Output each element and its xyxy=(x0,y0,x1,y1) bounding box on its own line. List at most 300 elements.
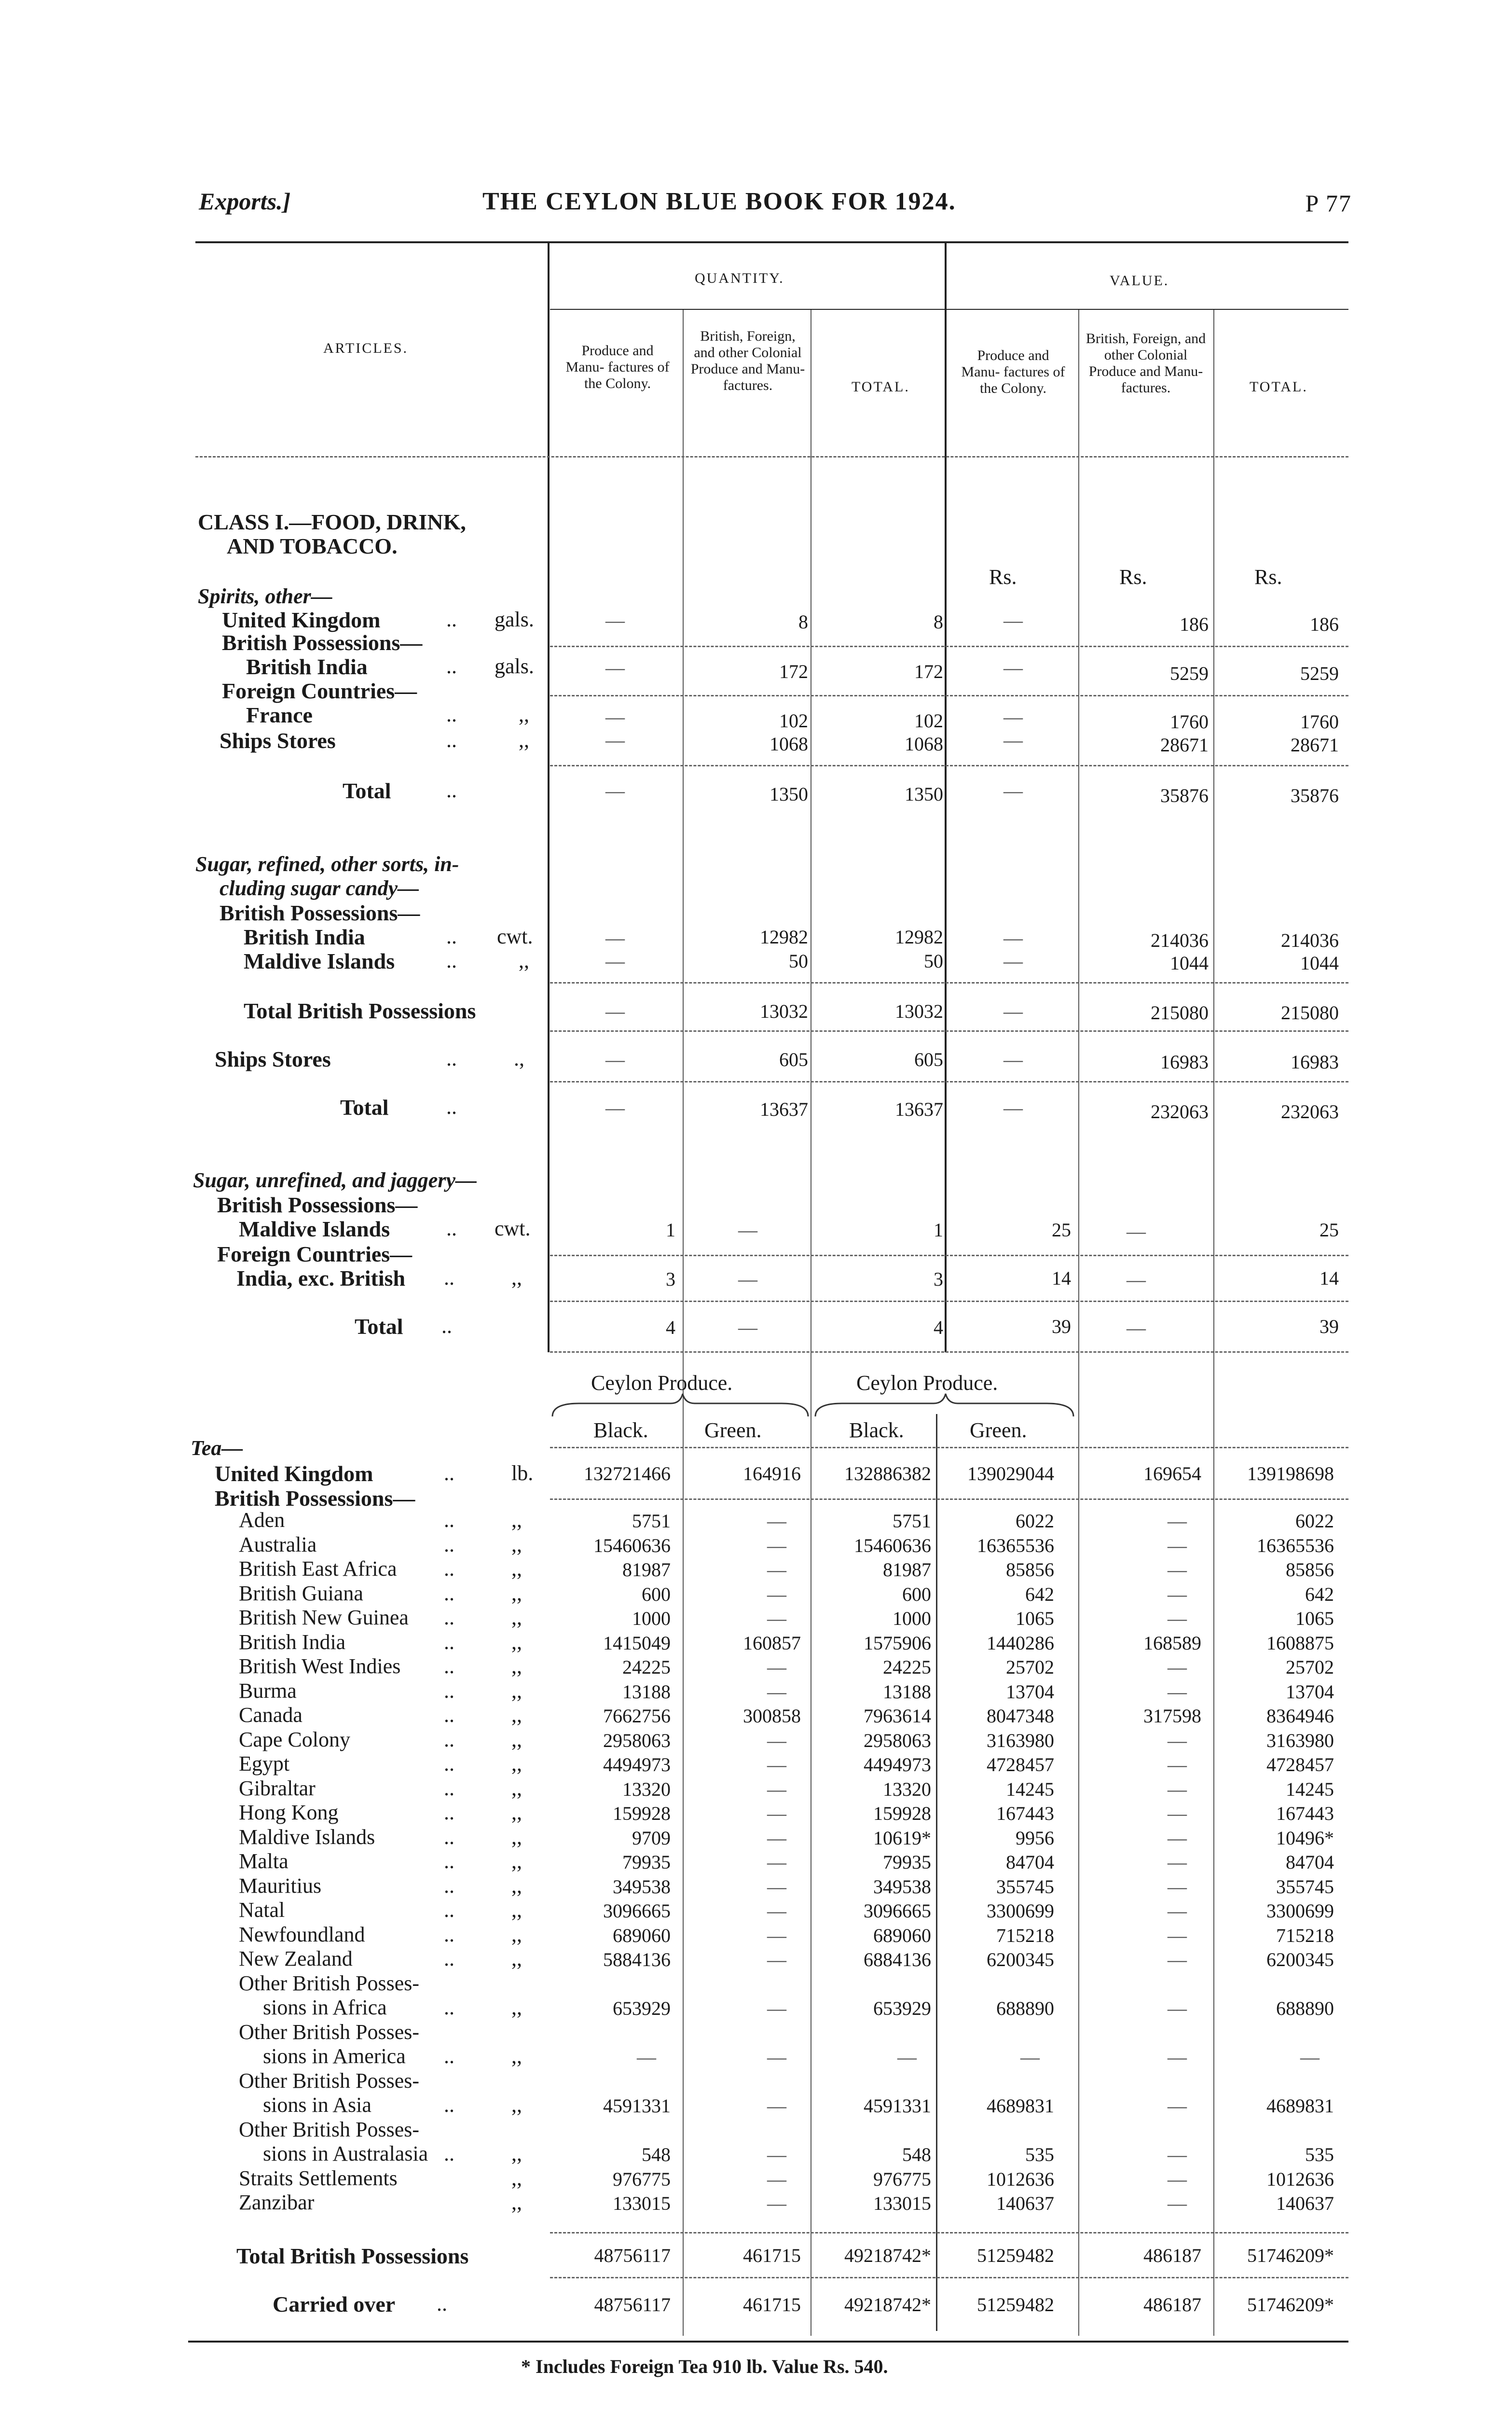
dots: .. xyxy=(444,1606,454,1629)
row-rule xyxy=(550,1498,1348,1500)
subheading: Foreign Countries— xyxy=(222,679,417,703)
row-label: New Zealand xyxy=(239,1947,353,1970)
cell-q3: 13032 xyxy=(895,1000,943,1022)
dots: .. xyxy=(444,1947,454,1970)
cell-c4: 6200345 xyxy=(987,1949,1054,1970)
cell-q2: 1350 xyxy=(770,783,808,805)
subheading: British Possessions— xyxy=(217,1193,418,1217)
row-label: sions in Africa xyxy=(263,1996,387,2019)
cell-c3: 13188 xyxy=(883,1680,931,1703)
row-unit-ditto: ,, xyxy=(511,1922,522,1946)
cell-c5: — xyxy=(1168,2144,1187,2165)
cell-c5: — xyxy=(1168,1754,1187,1775)
cell-c3: 3096665 xyxy=(864,1900,931,1922)
col-q-total: TOTAL. xyxy=(852,379,910,395)
cell-c3: 49218742* xyxy=(844,2245,931,2266)
cell-c4: 1012636 xyxy=(987,2168,1054,2190)
row-unit-ditto: ,, xyxy=(511,2191,522,2214)
cell-c3: 133015 xyxy=(873,2192,931,2214)
ceylon-produce-brace-2 xyxy=(813,1390,1076,1419)
cell-c6: 85856 xyxy=(1286,1559,1334,1581)
cell-c3: 4591331 xyxy=(864,2095,931,2117)
cell-c4: 535 xyxy=(1025,2144,1054,2165)
row-unit-ditto: ,, xyxy=(511,1776,522,1800)
dots: .. xyxy=(437,2292,447,2316)
row-label: Total xyxy=(355,1314,403,1339)
row-rule xyxy=(550,982,1348,984)
cell-q3: 13637 xyxy=(895,1098,943,1120)
cell-c4: 167443 xyxy=(996,1803,1054,1824)
row-label: British India xyxy=(239,1630,346,1654)
cell-q1: — xyxy=(605,950,625,972)
row-label: Mauritius xyxy=(239,1873,322,1898)
row-rule xyxy=(550,1255,1348,1256)
dots: .. xyxy=(446,728,457,752)
cell-q1: 1 xyxy=(666,1219,675,1241)
cell-q3: 50 xyxy=(924,950,943,972)
row-label: Hong Kong xyxy=(239,1801,339,1824)
row-rule xyxy=(550,2232,1348,2233)
cell-q1: — xyxy=(605,657,625,679)
green-label-2: Green. xyxy=(970,1418,1027,1442)
cell-c6: 167443 xyxy=(1276,1803,1334,1824)
row-label: Aden xyxy=(239,1508,285,1532)
dots: .. xyxy=(444,1727,454,1751)
cell-c1: 349538 xyxy=(613,1875,671,1898)
cell-c3: 7963614 xyxy=(864,1705,931,1727)
cell-c3: 81987 xyxy=(883,1559,931,1581)
articles-header: ARTICLES. xyxy=(323,340,409,356)
cell-v1: — xyxy=(1003,1097,1023,1119)
cell-v3: 215080 xyxy=(1281,1002,1339,1024)
row-rule xyxy=(550,765,1348,766)
row-label: Straits Settlements xyxy=(239,2166,398,2190)
cell-v3: 5259 xyxy=(1300,663,1339,684)
row-unit-ditto: ,, xyxy=(511,2093,522,2117)
cell-c1: 1415049 xyxy=(603,1632,671,1654)
cell-c4: 9956 xyxy=(1016,1827,1054,1849)
cell-c4: 642 xyxy=(1025,1583,1054,1605)
row-rule xyxy=(550,1447,1348,1448)
cell-c2: — xyxy=(767,1510,786,1532)
cell-c6: 13704 xyxy=(1286,1680,1334,1703)
row-unit-ditto: ,, xyxy=(511,1606,522,1629)
cell-c1: 5884136 xyxy=(603,1949,671,1970)
cell-q3: 1350 xyxy=(905,783,943,805)
cell-c1: 689060 xyxy=(613,1924,671,1946)
subheading: Foreign Countries— xyxy=(217,1242,412,1266)
cell-v3: 1760 xyxy=(1300,711,1339,733)
cell-c6: 10496* xyxy=(1276,1827,1334,1849)
row-label: Gibraltar xyxy=(239,1776,316,1800)
cell-c2: — xyxy=(767,2144,786,2165)
cell-c6: — xyxy=(1300,2046,1320,2068)
cell-c1: 48756117 xyxy=(594,2245,671,2266)
cell-c5: — xyxy=(1168,1510,1187,1532)
col-v-total: TOTAL. xyxy=(1250,379,1308,395)
cell-c2: — xyxy=(767,1534,786,1556)
row-label: Total British Possessions xyxy=(244,998,476,1023)
cell-c4: — xyxy=(1020,2046,1040,2068)
cell-v2: 1044 xyxy=(1170,952,1209,974)
cell-q1: — xyxy=(605,706,625,728)
cell-v1: — xyxy=(1003,706,1023,728)
row-unit: cwt. xyxy=(497,925,533,948)
dots: .. xyxy=(444,1630,454,1654)
rs-label-2: Rs. xyxy=(1119,565,1147,589)
cell-c2: — xyxy=(767,1656,786,1678)
row-label: Total xyxy=(343,778,391,803)
dots: .. xyxy=(444,1898,454,1922)
row-label: Zanzibar xyxy=(239,2191,315,2214)
cell-c1: 24225 xyxy=(622,1656,671,1678)
cell-c1: 13320 xyxy=(622,1778,671,1800)
cell-c4: 13704 xyxy=(1006,1680,1054,1703)
cell-v2: 1760 xyxy=(1170,711,1209,733)
cell-c4: 6022 xyxy=(1016,1510,1054,1532)
cell-c5: — xyxy=(1168,1583,1187,1605)
dots: .. xyxy=(446,925,457,948)
cell-c5: — xyxy=(1168,1803,1187,1824)
row-unit-ditto: ,, xyxy=(511,2142,522,2165)
cell-v2: 186 xyxy=(1180,613,1209,635)
cell-c4: 3300699 xyxy=(987,1900,1054,1922)
cell-c2: — xyxy=(767,1827,786,1849)
cell-v1: — xyxy=(1003,950,1023,972)
row-label: sions in Asia xyxy=(263,2093,371,2117)
row-unit: ., xyxy=(514,1047,524,1070)
cell-q2: 1068 xyxy=(770,733,808,755)
cell-c3: 548 xyxy=(902,2144,931,2165)
table-bottom-rule xyxy=(188,2341,1348,2343)
cell-c3: 1575906 xyxy=(864,1632,931,1654)
dots: .. xyxy=(444,1849,454,1873)
dots: .. xyxy=(444,1581,454,1605)
col-v-foreign: British, Foreign, and other Colonial Produce and Manu- factures. xyxy=(1086,331,1206,396)
cell-c2: — xyxy=(767,2046,786,2068)
row-label: sions in Australasia xyxy=(263,2142,428,2165)
cell-c2: — xyxy=(767,1924,786,1946)
cell-c3: 653929 xyxy=(873,1997,931,2019)
cell-c5: — xyxy=(1168,1534,1187,1556)
dots: .. xyxy=(444,1461,454,1485)
row-rule xyxy=(550,1351,1348,1353)
cell-c5: — xyxy=(1168,1778,1187,1800)
dots: .. xyxy=(446,778,457,802)
cell-c1: 133015 xyxy=(613,2192,671,2214)
dots: .. xyxy=(444,1654,454,1678)
row-label: Total British Possessions xyxy=(236,2244,469,2268)
cell-c6: 4728457 xyxy=(1266,1754,1334,1775)
black-label-1: Black. xyxy=(593,1418,648,1442)
header-bottom-rule xyxy=(195,456,1348,458)
cell-c2: — xyxy=(767,1778,786,1800)
dots: .. xyxy=(444,1557,454,1581)
cell-v2: 28671 xyxy=(1160,734,1209,756)
cell-c5: — xyxy=(1168,1875,1187,1898)
cell-v2: — xyxy=(1127,1269,1146,1290)
row-unit: gals. xyxy=(495,654,534,678)
col-divider-3 xyxy=(1078,309,1079,2336)
dots: .. xyxy=(444,1266,454,1290)
cell-c4: 16365536 xyxy=(977,1534,1054,1556)
cell-q3: 172 xyxy=(914,661,943,682)
cell-v1: — xyxy=(1003,610,1023,631)
cell-v2: 214036 xyxy=(1151,929,1209,951)
cell-c2: — xyxy=(767,2095,786,2117)
row-label: Egypt xyxy=(239,1752,290,1775)
cell-c3: 689060 xyxy=(873,1924,931,1946)
cell-c5: — xyxy=(1168,1729,1187,1751)
cell-c3: 976775 xyxy=(873,2168,931,2190)
row-label: Burma xyxy=(239,1678,297,1703)
cell-c3: 1000 xyxy=(893,1608,931,1629)
header-subrule xyxy=(550,309,1348,310)
row-rule xyxy=(550,2277,1348,2278)
row-label: Malta xyxy=(239,1849,289,1873)
cell-c2: — xyxy=(767,1875,786,1898)
green-label-1: Green. xyxy=(704,1418,762,1442)
dots: .. xyxy=(444,1922,454,1946)
row-unit: ,, xyxy=(511,1266,522,1290)
cell-c3: 49218742* xyxy=(844,2294,931,2316)
cell-c1: 15460636 xyxy=(593,1534,671,1556)
cell-c5: 317598 xyxy=(1143,1705,1201,1727)
row-unit-ditto: ,, xyxy=(511,1654,522,1678)
cell-q1: 3 xyxy=(666,1268,675,1290)
cell-q2: 12982 xyxy=(760,926,808,948)
black-label-2: Black. xyxy=(849,1418,904,1442)
cell-c2: — xyxy=(767,1729,786,1751)
cell-c1: 600 xyxy=(642,1583,671,1605)
cell-q3: 4 xyxy=(934,1317,943,1338)
row-unit: gals. xyxy=(495,608,534,631)
cell-c6: 642 xyxy=(1305,1583,1334,1605)
ceylon-produce-label-2: Ceylon Produce. xyxy=(856,1371,998,1395)
row-unit: ,, xyxy=(519,949,529,972)
cell-c2: 461715 xyxy=(743,2245,801,2266)
cell-c3: 159928 xyxy=(873,1803,931,1824)
class-heading-line2: AND TOBACCO. xyxy=(227,534,398,558)
row-unit-ditto: ,, xyxy=(511,1873,522,1898)
cell-c4: 14245 xyxy=(1006,1778,1054,1800)
cell-v1: — xyxy=(1003,1000,1023,1022)
rs-label-3: Rs. xyxy=(1254,565,1282,589)
cell-c3: 24225 xyxy=(883,1656,931,1678)
cell-q3: 8 xyxy=(934,611,943,633)
row-unit: lb. xyxy=(511,1461,534,1485)
row-label: Carried over xyxy=(273,2292,396,2316)
dots: .. xyxy=(446,1047,457,1070)
cell-q3: 1 xyxy=(934,1219,943,1241)
cell-c5: — xyxy=(1168,1851,1187,1873)
cell-c1: 81987 xyxy=(622,1559,671,1581)
cell-c2: — xyxy=(767,1851,786,1873)
cell-c6: 1608875 xyxy=(1266,1632,1334,1654)
cell-c2: 164916 xyxy=(743,1463,801,1484)
row-label: British West Indies xyxy=(239,1654,401,1678)
row-unit: ,, xyxy=(519,728,529,752)
dots: .. xyxy=(446,1095,457,1119)
row-unit-ditto: ,, xyxy=(511,2166,522,2190)
cell-v1: — xyxy=(1003,657,1023,679)
cell-v3: 35876 xyxy=(1291,785,1339,806)
cell-c1: 4494973 xyxy=(603,1754,671,1775)
row-unit-ditto: ,, xyxy=(511,1532,522,1556)
cell-c2: — xyxy=(767,1680,786,1703)
cell-c1: 653929 xyxy=(613,1997,671,2019)
row-label: United Kingdom xyxy=(215,1461,373,1486)
cell-c5: — xyxy=(1168,2168,1187,2190)
cell-c5: 486187 xyxy=(1143,2294,1201,2316)
row-unit-ditto: ,, xyxy=(511,1898,522,1922)
cell-q3: 1068 xyxy=(905,733,943,755)
cell-c6: 16365536 xyxy=(1257,1534,1334,1556)
cell-c5: — xyxy=(1168,2046,1187,2068)
cell-q1: — xyxy=(605,729,625,751)
row-label: Maldive Islands xyxy=(244,949,395,973)
cell-c5: — xyxy=(1168,1827,1187,1849)
row-label: Maldive Islands xyxy=(239,1217,390,1241)
dots: .. xyxy=(446,703,457,726)
cell-c4: 51259482 xyxy=(977,2245,1054,2266)
cell-v3: 25 xyxy=(1320,1219,1339,1241)
cell-c6: 688890 xyxy=(1276,1997,1334,2019)
cell-c1: 7662756 xyxy=(603,1705,671,1727)
cell-c1: 159928 xyxy=(613,1803,671,1824)
cell-v1: 25 xyxy=(1052,1219,1071,1241)
cell-c5: — xyxy=(1168,1680,1187,1703)
cell-c6: 140637 xyxy=(1276,2192,1334,2214)
row-label: Natal xyxy=(239,1898,285,1922)
cell-c2: — xyxy=(767,1803,786,1824)
cell-v2: 16983 xyxy=(1160,1051,1209,1073)
cell-q2: 172 xyxy=(779,661,808,682)
row-label: Newfoundland xyxy=(239,1922,365,1946)
class-heading-line1: CLASS I.—FOOD, DRINK, xyxy=(198,510,466,534)
section-heading: Spirits, other— xyxy=(198,584,332,608)
row-label: Cape Colony xyxy=(239,1727,350,1751)
cell-c6: 6200345 xyxy=(1266,1949,1334,1970)
quantity-header: QUANTITY. xyxy=(695,270,784,286)
row-unit-ditto: ,, xyxy=(511,1801,522,1824)
cell-c6: 1065 xyxy=(1295,1608,1334,1629)
cell-v3: 1044 xyxy=(1300,952,1339,974)
cell-c1: 548 xyxy=(642,2144,671,2165)
row-rule xyxy=(550,1301,1348,1302)
cell-c4: 139029044 xyxy=(967,1463,1054,1484)
cell-c1: 1000 xyxy=(632,1608,671,1629)
cell-c4: 1440286 xyxy=(987,1632,1054,1654)
cell-q2: 8 xyxy=(798,611,808,633)
col-divider-4 xyxy=(1213,309,1214,2336)
cell-c4: 140637 xyxy=(996,2192,1054,2214)
cell-c6: 51746209* xyxy=(1247,2294,1334,2316)
cell-v1: — xyxy=(1003,1049,1023,1070)
cell-q1: — xyxy=(605,927,625,949)
dots: .. xyxy=(446,654,457,678)
cell-q1: 4 xyxy=(666,1317,675,1338)
cell-v3: 16983 xyxy=(1291,1051,1339,1073)
cell-c2: — xyxy=(767,1608,786,1629)
cell-c4: 3163980 xyxy=(987,1729,1054,1751)
section-heading: Tea— xyxy=(191,1436,243,1460)
rs-label-1: Rs. xyxy=(989,565,1017,589)
cell-c1: 2958063 xyxy=(603,1729,671,1751)
cell-c3: 13320 xyxy=(883,1778,931,1800)
dots: .. xyxy=(444,1532,454,1556)
cell-c2: 160857 xyxy=(743,1632,801,1654)
cell-q3: 3 xyxy=(934,1268,943,1290)
row-rule xyxy=(550,1030,1348,1032)
cell-c5: — xyxy=(1168,2095,1187,2117)
ceylon-produce-brace-1 xyxy=(550,1390,811,1419)
cell-c2: — xyxy=(767,2192,786,2214)
row-unit: ,, xyxy=(519,703,529,726)
cell-v2: — xyxy=(1127,1220,1146,1242)
col-divider-ceylon-black-green xyxy=(936,1414,937,2331)
cell-c2: — xyxy=(767,1754,786,1775)
cell-v1: — xyxy=(1003,780,1023,802)
cell-c5: 168589 xyxy=(1143,1632,1201,1654)
cell-c3: — xyxy=(897,2046,917,2068)
row-unit-ditto: ,, xyxy=(511,1996,522,2019)
cell-v3: 186 xyxy=(1310,613,1339,635)
cell-c6: 535 xyxy=(1305,2144,1334,2165)
cell-c5: — xyxy=(1168,1924,1187,1946)
dots: .. xyxy=(444,1678,454,1703)
cell-q2: — xyxy=(738,1268,757,1290)
cell-q2: — xyxy=(738,1317,757,1338)
cell-q2: 102 xyxy=(779,710,808,732)
cell-c4: 84704 xyxy=(1006,1851,1054,1873)
row-unit-ditto: ,, xyxy=(511,1727,522,1751)
cell-c2: — xyxy=(767,1949,786,1970)
row-label: Maldive Islands xyxy=(239,1825,375,1849)
cell-v2: 35876 xyxy=(1160,785,1209,806)
row-unit-ditto: ,, xyxy=(511,1630,522,1654)
cell-c6: 25702 xyxy=(1286,1656,1334,1678)
cell-c6: 6022 xyxy=(1295,1510,1334,1532)
cell-c3: 6884136 xyxy=(864,1949,931,1970)
cell-c4: 4728457 xyxy=(987,1754,1054,1775)
cell-v3: 14 xyxy=(1320,1267,1339,1289)
cell-c1: 13188 xyxy=(622,1680,671,1703)
cell-c5: — xyxy=(1168,1656,1187,1678)
row-unit-ditto: ,, xyxy=(511,1752,522,1775)
row-label: British India xyxy=(244,925,365,949)
subheading: British Possessions— xyxy=(222,630,423,655)
cell-c4: 715218 xyxy=(996,1924,1054,1946)
row-label: Australia xyxy=(239,1532,317,1556)
cell-v1: — xyxy=(1003,729,1023,751)
cell-c6: 4689831 xyxy=(1266,2095,1334,2117)
cell-c5: 486187 xyxy=(1143,2245,1201,2266)
col-q-produce: Produce and Manu- factures of the Colony. xyxy=(565,343,670,391)
row-unit: cwt. xyxy=(495,1217,531,1240)
cell-c5: — xyxy=(1168,1608,1187,1629)
cell-c5: — xyxy=(1168,1949,1187,1970)
dots: .. xyxy=(444,2142,454,2165)
cell-c3: 349538 xyxy=(873,1875,931,1898)
footnote: * Includes Foreign Tea 910 lb. Value Rs. 540. xyxy=(521,2356,888,2377)
cell-q2: 13637 xyxy=(760,1098,808,1120)
cell-c1: 4591331 xyxy=(603,2095,671,2117)
cell-c2: — xyxy=(767,1583,786,1605)
cell-q1: — xyxy=(605,1049,625,1070)
cell-c4: 355745 xyxy=(996,1875,1054,1898)
row-rule xyxy=(550,695,1348,696)
